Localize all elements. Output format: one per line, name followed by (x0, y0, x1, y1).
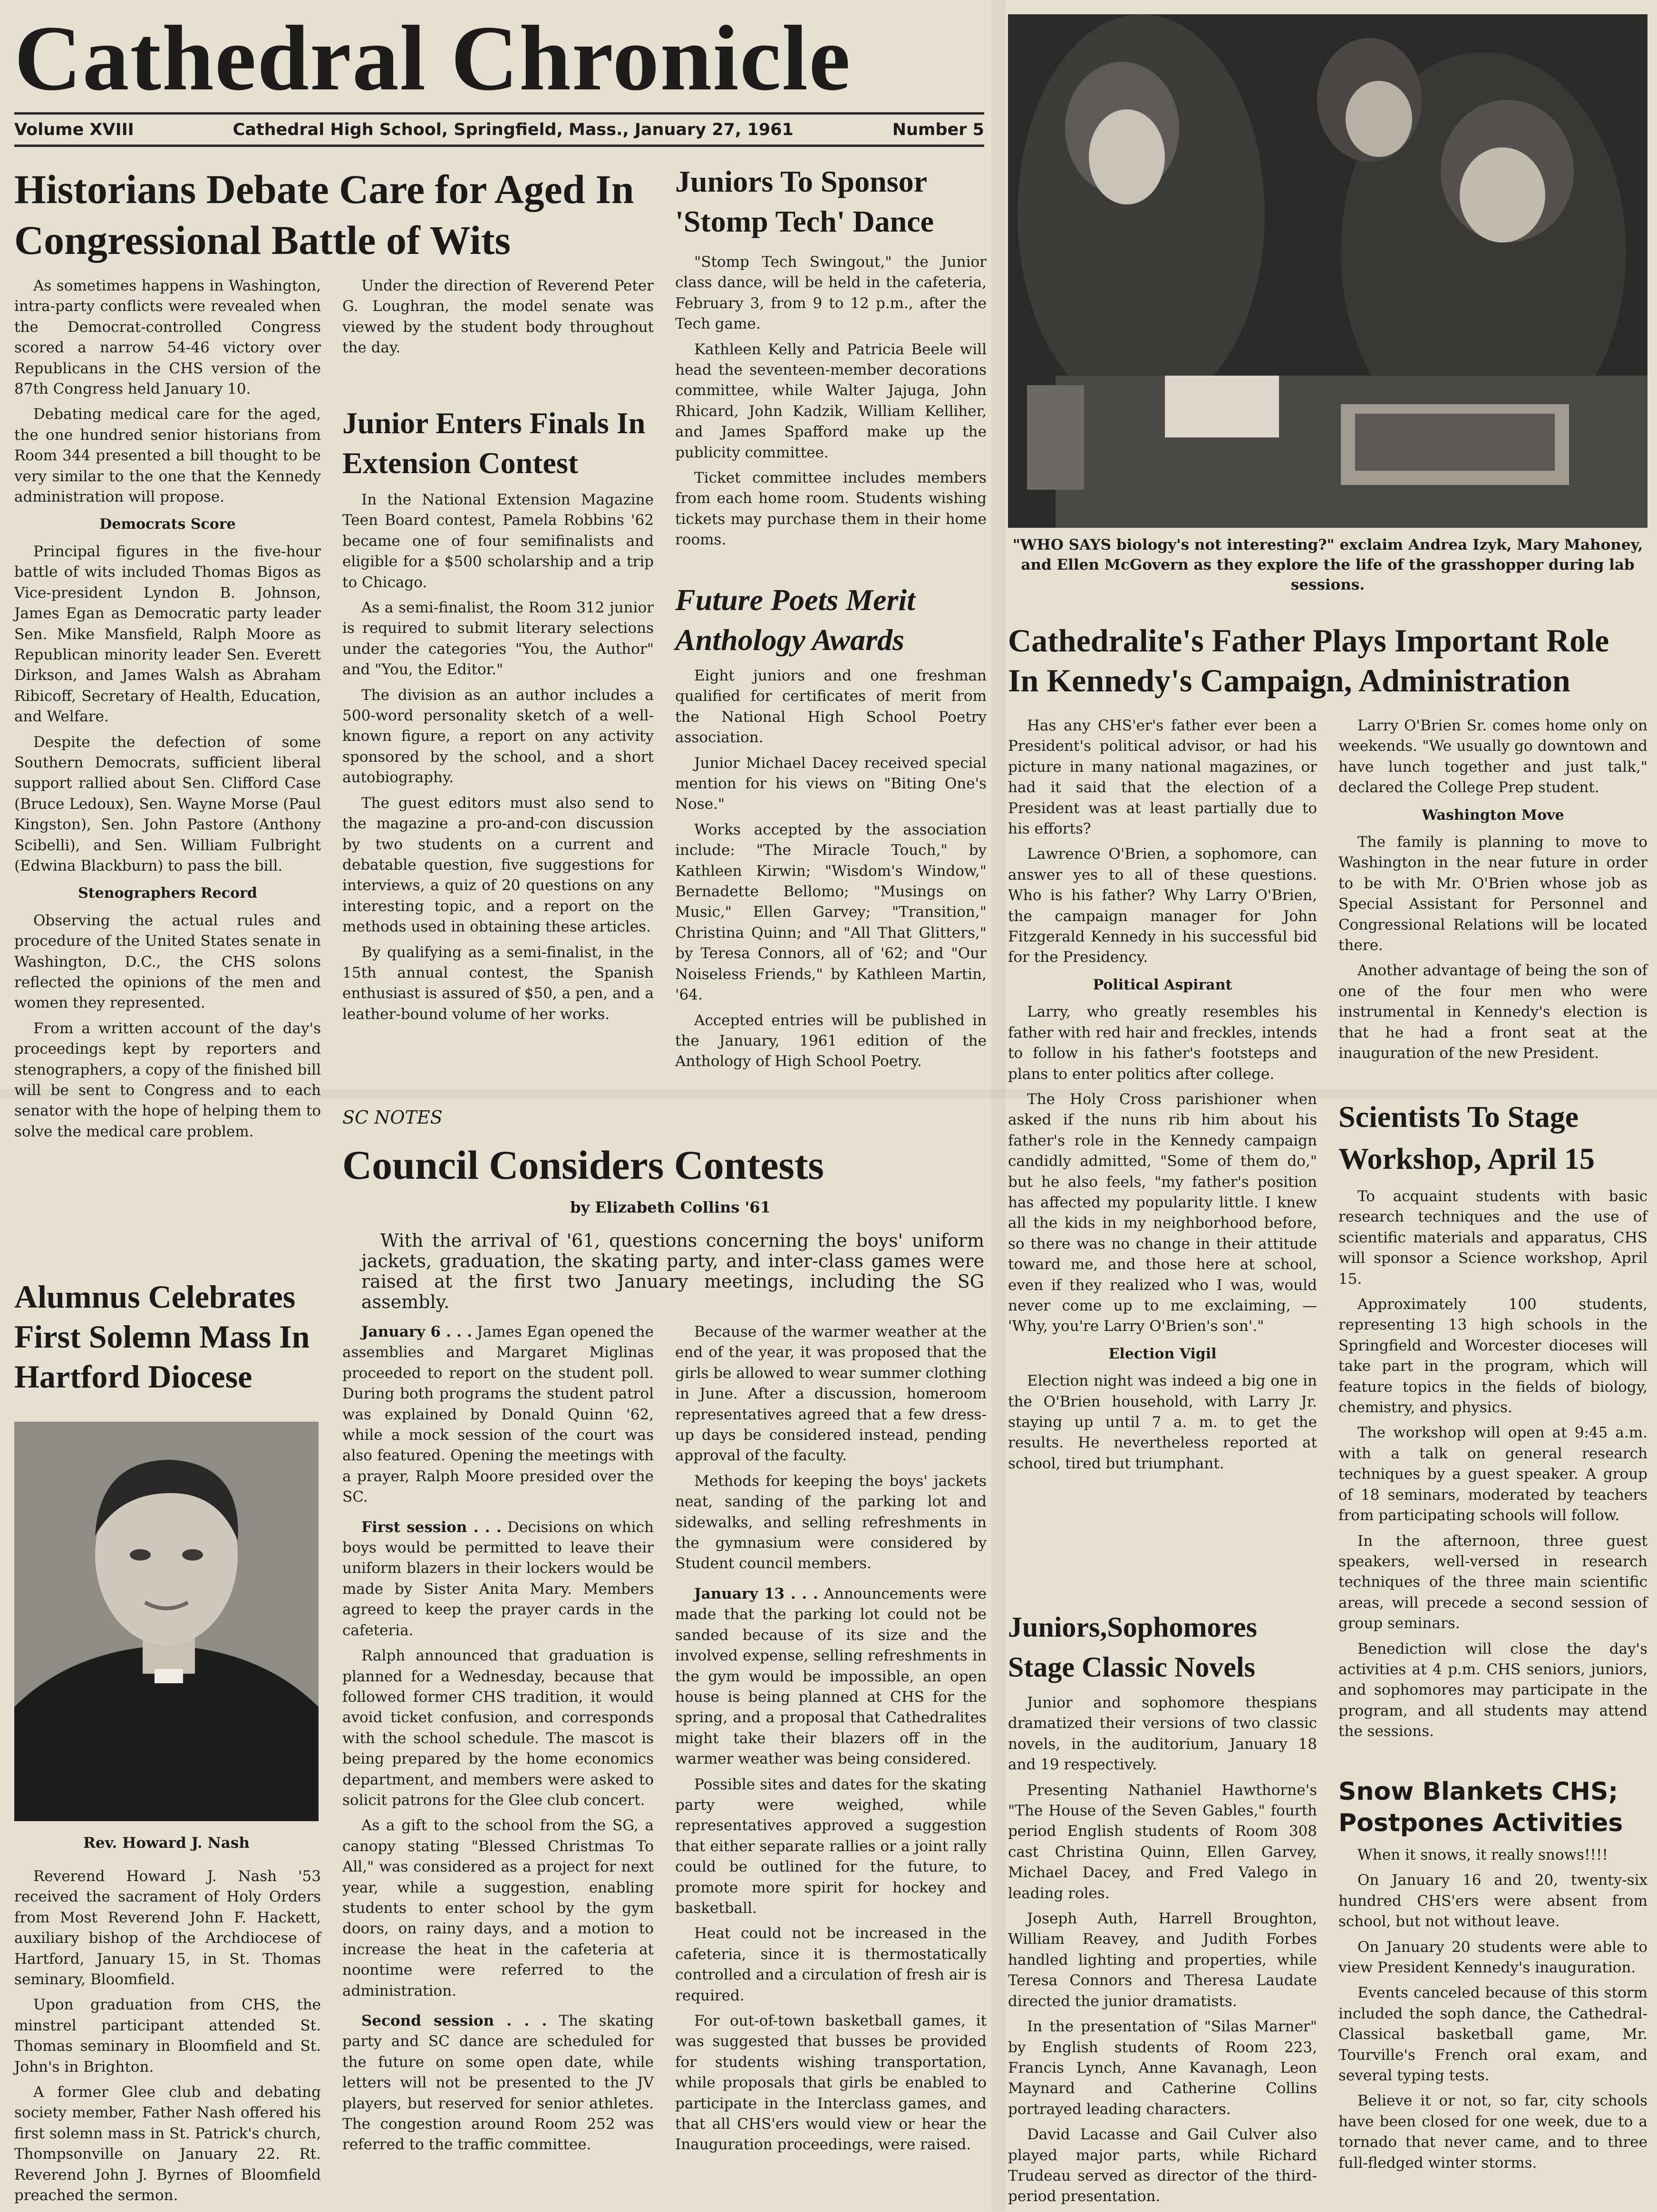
paper-fold-vertical (991, 0, 1006, 2211)
novels-paragraph: In the presentation of "Silas Marner" by English students of Room 223, Francis Lynch, Anne Kavanagh, Leon Maynard and Catherine Collins portrayed leading characters. (1008, 2018, 1317, 2118)
snow-paragraph: On January 20 students were able to view President Kennedy's inauguration. (1338, 1938, 1647, 1977)
snow-paragraph: Events canceled because of this storm included the soph dance, the Cathedral-Classical basketball game, Mr. Tourville's French oral exam, and several typing tests. (1338, 1984, 1647, 2085)
scientists-paragraph: The workshop will open at 9:45 a.m. with a talk on general research techniques by a guest speaker. A group of 18 seminars, moderated by teachers from participating schools will follow. (1338, 1424, 1647, 1524)
council-date-lead: January 13 . . . (694, 1585, 818, 1602)
alumnus-paragraph: Upon graduation from CHS, the minstrel participant attended St. Thomas seminary in Bloomfield and St. John's in Brighton. (14, 1996, 321, 2076)
council-paragraph: Because of the warmer weather at the end of the year, it was proposed that the girls be allowed to wear summer clothing in June. After a discussion, homeroom representatives agreed that a few dress-up days be considered instead, pending approval of the faculty. (675, 1323, 987, 1465)
masthead-rule-top (14, 112, 984, 115)
sc-notes-kicker: SC NOTES (342, 1107, 443, 1128)
scientists-paragraph: Benediction will close the day's activities at 4 p.m. CHS seniors, juniors, and sophomores may participate in the program, and all students may attend the sessions. (1338, 1640, 1647, 1740)
poets-paragraph: Junior Michael Dacey received special mention for his views on "Biting One's Nose." (675, 754, 987, 813)
historians-paragraph: Debating medical care for the aged, the one hundred senior historians from Room 344 presented a bill thought to be very similar to the one that the Kennedy administration will propose. (14, 406, 321, 506)
stomp-tech-paragraph: Kathleen Kelly and Patricia Beele will head the seventeen-member decorations committee, while Walter Jajuga, John Rhicard, John Kadzik, William Kelliher, and James Spafford make up the publicity committee. (675, 340, 987, 461)
historians-paragraph: From a written account of the day's proceedings kept by reporters and stenographers, a copy of the finished bill will be sent to Congress and to each senator with the hope of helping them to solve the medical care problem. (14, 1019, 321, 1140)
junior-finals-paragraph: The division as an author includes a 500-word personality sketch of a well-known figure, a report on any activity sponsored by the school, and a short autobiography. (342, 686, 654, 786)
historians-column-1 (14, 276, 321, 1147)
dateline (14, 116, 984, 143)
council-paragraph: Methods for keeping the boys' jackets neat, sanding of the parking lot and sidewalks, and selling refreshments in the gymnasium were considered by Student council members. (675, 1472, 987, 1572)
novels-paragraph: Joseph Auth, Harrell Broughton, William Reavey, and Judith Forbes handled lighting and properties, while Teresa Connors and Theresa Laudate directed the junior dramatists. (1008, 1910, 1317, 2010)
junior-finals-paragraph: By qualifying as a semi-finalist, in the 15th annual contest, the Spanish enthusiast is assured of $50, a pen, and a leather-bound volume of her works. (342, 943, 654, 1023)
novels-column (1008, 1693, 1317, 2212)
council-paragraph: Heat could not be increased in the cafeteria, since it is thermostatically controlled and a circulation of fresh air is required. (675, 1925, 987, 2004)
novels-paragraph: David Lacasse and Gail Culver also played major parts, while Richard Trudeau served as director of the third-period presentation. (1008, 2126, 1317, 2205)
snow-headline: Snow Blankets CHS; Postpones Activities (1338, 1777, 1623, 1837)
historians-paragraph: Under the direction of Reverend Peter G. Loughran, the model senate was viewed by the student body throughout the day. (342, 277, 654, 357)
historians-paragraph: As sometimes happens in Washington, intra-party conflicts were revealed when the Democrat-controlled Congress scored a narrow 54-46 victory over Republicans in the CHS version of the 87th Congress held January 10. (14, 277, 321, 398)
scientists-paragraph: Approximately 100 students, representing 13 high schools in the Springfield and Worcester dioceses will take part in the program, which will feature topics in the fields of biology, chemistry, and physics. (1338, 1296, 1647, 1416)
council-paragraph: James Egan opened the assemblies and Margaret Miglinas proceeded to report on the student poll. During both programs the student patrol was explained by Donald Quinn '62, while a mock session of the court was also featured. Opening the meetings with a prayer, Ralph Moore presided over the SC. (342, 1323, 654, 1506)
poets-paragraph: Eight juniors and one freshman qualified for certificates of merit from the National High School Poetry association. (675, 667, 987, 747)
historians-subhead-democrats: Democrats Score (99, 516, 236, 533)
snow-paragraph: When it snows, it really snows!!!! (1357, 1846, 1608, 1863)
father-subhead-political: Political Aspirant (1093, 976, 1232, 993)
alumnus-paragraph: Reverend Howard J. Nash '53 received the sacrament of Holy Orders from Most Reverend John F. Hackett, auxiliary bishop of the Archdiocese of Hartford, January 15, in St. Thomas seminary, Bloomfield. (14, 1868, 321, 1989)
nash-portrait-art (14, 1422, 319, 1821)
historians-headline: Historians Debate Care for Aged In Congressional Battle of Wits (14, 166, 634, 263)
council-column-2 (675, 1322, 987, 2160)
biology-photo-caption: "WHO SAYS biology's not interesting?" exclaim Andrea Izyk, Mary Mahoney, and Ellen McGovern as they explore the life of the grasshopper during lab sessions. (1012, 536, 1643, 593)
masthead-rule-bottom (14, 145, 984, 147)
father-paragraph: Election night was indeed a big one in the O'Brien household, with Larry Jr. staying up until 7 a. m. to get the results. He nevertheless reported at school, tired but triumphant. (1008, 1372, 1317, 1472)
council-paragraph: For out-of-town basketball games, it was suggested that busses be provided for students wishing transportation, while proposals that girls be enabled to participate in the Interclass games, and that all CHS'ers would view or hear the Inauguration proceedings, were raised. (675, 2012, 987, 2154)
junior-finals-paragraph: As a semi-finalist, the Room 312 junior is required to submit literary selections under the categories "You, the Author" and "You, the Editor." (342, 599, 654, 679)
masthead-title: Cathedral Chronicle (14, 7, 852, 110)
scientists-column (1338, 1186, 1647, 1747)
snow-paragraph: Believe it or not, so far, city schools have been closed for one week, due to a tornado that never came, and to three full-fledged winter storms. (1338, 2092, 1647, 2172)
historians-paragraph: Observing the actual rules and procedure of the United States senate in Washington, D.C., the CHS solons reflected the opinions of the men and women they represented. (14, 912, 321, 1012)
novels-headline: Juniors,Sophomores Stage Classic Novels (1008, 1611, 1258, 1683)
historians-paragraph: Principal figures in the five-hour battle of wits included Thomas Bigos as Vice-president Lyndon B. Johnson, James Egan as Democratic party leader Sen. Mike Mansfield, Ralph Moore as Republican minority leader Sen. Everett Dirkson, and James Walsh as Abraham Ribicoff, Secretary of Health, Education, and Welfare. (14, 543, 321, 726)
council-lede-text: With the arrival of '61, questions concerning the boys' uniform jackets, graduation, the skating party, and inter-class games were raised at the first two January meetings, including the SG assembly. (361, 1230, 984, 1312)
council-paragraph: Decisions on which boys would be permitted to leave their uniform blazers in their lockers would be made by Sister Anita Mary. Members agreed to keep the prayer cards in the cafeteria. (342, 1518, 654, 1639)
stomp-tech-headline: Juniors To Sponsor 'Stomp Tech' Dance (675, 165, 934, 238)
council-date-lead: January 6 . . . (361, 1323, 472, 1340)
council-paragraph: Announcements were made that the parking lot could not be sanded because of its size and the involved expense, selling refreshments in the gym would be impossible, an open house is being planned at CHS for the spring, and a proposal that Cathedralites might take their blazers off in the warmer weather was being considered. (675, 1585, 987, 1768)
poets-headline: Future Poets Merit Anthology Awards (675, 583, 915, 657)
council-session-lead: Second session . . . (361, 2012, 547, 2029)
stomp-tech-paragraph: "Stomp Tech Swingout," the Junior class dance, will be held in the cafeteria, February 3, from 9 to 12 p.m., after the Tech game. (675, 253, 987, 333)
historians-paragraph: Despite the defection of some Southern Democrats, sufficient liberal support rallied about Sen. Clifford Case (Bruce Ledoux), Sen. Wayne Morse (Paul Kingston), Sen. John Pastore (Anthony Scibelli), and Sen. William Fulbright (Edwina Blackburn) to pass the bill. (14, 733, 321, 874)
historians-column-2 (342, 276, 654, 363)
council-paragraph: As a gift to the school from the SG, a canopy stating "Blessed Christmas To All," was considered as a project for next year, while a suggestion, enabling students to enter school by the gym doors, on rainy days, and a motion to increase the heat in the cafeteria at noontime were referred to the administration. (342, 1817, 654, 1999)
biology-lab-photo (1008, 14, 1647, 528)
father-headline: Cathedralite's Father Plays Important Role In Kennedy's Campaign, Administration (1008, 622, 1609, 699)
poets-column (675, 666, 987, 1077)
paper-fold-horizontal (0, 1089, 1657, 1098)
stomp-tech-column (675, 252, 987, 555)
volume-label: Volume XVIII (14, 120, 134, 139)
council-lede (361, 1231, 984, 1312)
alumnus-column (14, 1866, 321, 2211)
poets-paragraph: Works accepted by the association include: "The Miracle Touch," by Kathleen Kirwin; "Wisdom's Window," Bernadette Bellomo; "Musings on Music," Ellen Garvey; "Transition," Christina Quinn; and "All That Glitters," by Teresa Connors, all of '62; and "Our Noiseless Friends," by Kathleen Martin, '64. (675, 821, 987, 1004)
novels-paragraph: Junior and sophomore thespians dramatized their versions of two classic novels, in the auditorium, January 18 and 19 respectively. (1008, 1694, 1317, 1774)
council-session-lead: First session . . . (361, 1518, 502, 1536)
council-paragraph: Possible sites and dates for the skating party were weighed, while representatives approved a suggestion that either separate rallies or a joint rally could be outlined for the future, to promote more spirit for hockey and basketball. (675, 1775, 987, 1917)
historians-subhead-stenographers: Stenographers Record (78, 885, 257, 902)
junior-finals-paragraph: In the National Extension Magazine Teen Board contest, Pamela Robbins '62 became one of four semifinalists and eligible for a $500 scholarship and a trip to Chicago. (342, 491, 654, 591)
council-paragraph: The skating party and SC dance are scheduled for the future on some open date, while letters will not be presented to the JV players, but reserved for senior athletes. The congestion around Room 252 was referred to the traffic committee. (342, 2012, 654, 2154)
junior-finals-paragraph: The guest editors must also send to the magazine a pro-and-con discussion by two students on a current and debatable question, five suggestions for interviews, a quiz of 20 questions on any interesting topic, and a report on the methods used in obtaining these articles. (342, 794, 654, 936)
father-paragraph: The family is planning to move to Washington in the near future in order to be with Mr. O'Brien whose job as Special Assistant for Personnel and Congressional Relations will be located there. (1338, 834, 1647, 954)
father-paragraph: Lawrence O'Brien, a sophomore, can answer yes to all of these questions. Who is his father? Why Larry O'Brien, the campaign manager for John Fitzgerald Kennedy in his successful bid for the Presidency. (1008, 845, 1317, 966)
junior-finals-column (342, 490, 654, 1029)
father-paragraph: Larry O'Brien Sr. comes home only on weekends. "We usually go downtown and have lunch together and just talk," declared the College Prep student. (1338, 717, 1647, 796)
father-subhead-washington: Washington Move (1422, 806, 1564, 824)
council-headline: Council Considers Contests (342, 1142, 824, 1188)
father-paragraph: Larry, who greatly resembles his father with red hair and freckles, intends to follow in his father's footsteps and plans to enter politics after college. (1008, 1003, 1317, 1083)
father-subhead-election: Election Vigil (1108, 1345, 1217, 1362)
issue-number: Number 5 (892, 120, 984, 139)
council-column-1 (342, 1322, 654, 2160)
scientists-paragraph: To acquaint students with basic research techniques and the use of scientific materials and apparatus, CHS will sponsor a Science workshop, April 15. (1338, 1188, 1647, 1288)
biology-lab-photo-art (1008, 14, 1647, 528)
father-column-2 (1338, 716, 1647, 1069)
junior-finals-headline: Junior Enters Finals In Extension Contest (342, 406, 646, 480)
nash-caption: Rev. Howard J. Nash (83, 1834, 250, 1852)
father-paragraph: The Holy Cross parishioner when asked if the nuns rib him about his father's role in the Kennedy campaign candidly admitted, "Some of them do," but he also feels, "my father's position has affected my popularity little. I knew all the kids in my neighborhood before, so there was no change in their attitude toward me, and those here at school, even if they realized who I was, would never come up to me exclaiming, — 'Why, you're Larry O'Brien's son'." (1008, 1090, 1317, 1335)
alumnus-headline: Alumnus Celebrates First Solemn Mass In Hartford Diocese (14, 1279, 310, 1395)
school-date-line: Cathedral High School, Springfield, Mass., January 27, 1961 (233, 120, 794, 139)
snow-paragraph: On January 16 and 20, twenty-six hundred CHS'ers were absent from school, but not without leave. (1338, 1872, 1647, 1931)
stomp-tech-paragraph: Ticket committee includes members from each home room. Students wishing tickets may purchase them in their home rooms. (675, 469, 987, 549)
snow-column (1338, 1845, 1647, 2178)
novels-paragraph: Presenting Nathaniel Hawthorne's "The House of the Seven Gables," fourth period English students of Room 308 cast Christina Quinn, Ellen Garvey, Michael Dacey, and Fred Valego in leading roles. (1008, 1781, 1317, 1902)
alumnus-paragraph: A former Glee club and debating society member, Father Nash offered his first solemn mass in St. Patrick's church, Thompsonville on January 22. Rt. Reverend John J. Byrnes of Bloomfield preached the sermon. (14, 2084, 321, 2204)
scientists-headline: Scientists To Stage Workshop, April 15 (1338, 1100, 1595, 1175)
scientists-paragraph: In the afternoon, three guest speakers, well-versed in research techniques of the three main scientific areas, will precede a second session of group seminars. (1338, 1532, 1647, 1632)
council-byline: by Elizabeth Collins '61 (570, 1198, 771, 1216)
poets-paragraph: Accepted entries will be published in the January, 1961 edition of the Anthology of High School Poetry. (675, 1011, 987, 1070)
father-paragraph: Another advantage of being the son of one of the four men who were instrumental in Kennedy's election is that he had a front seat at the inauguration of the new President. (1338, 962, 1647, 1062)
council-paragraph: Ralph announced that graduation is planned for a Wednesday, because that followed former CHS tradition, it would avoid ticket confusion, and corresponds with the school schedule. The mascot is being prepared by the home economics department, and members were asked to solicit patrons for the Glee club concert. (342, 1647, 654, 1809)
father-paragraph: Has any CHS'er's father ever been a President's political advisor, or had his picture in many national magazines, or had it said that the election of a President was at least partially due to his efforts? (1008, 717, 1317, 838)
nash-portrait-photo (14, 1422, 319, 1821)
